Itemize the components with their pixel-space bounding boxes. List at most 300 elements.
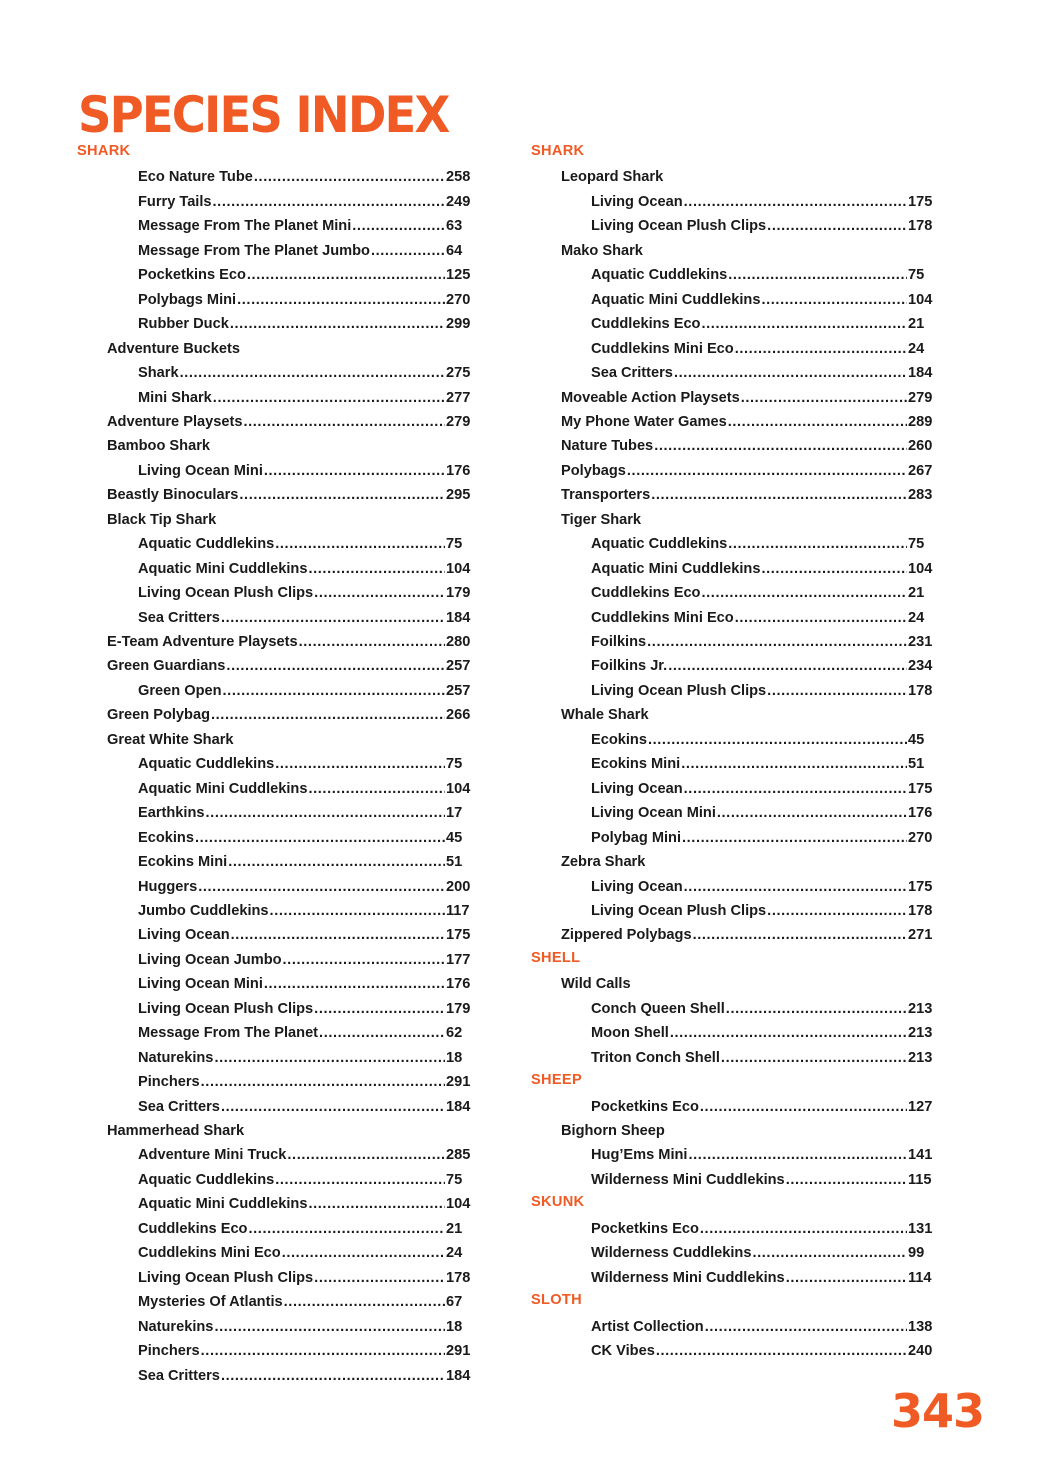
index-entry bbox=[138, 1074, 472, 1098]
index-entry bbox=[591, 561, 936, 585]
entry-page-number: 175 bbox=[446, 927, 471, 944]
dot-leader bbox=[700, 1099, 907, 1115]
dot-leader bbox=[221, 610, 445, 626]
entry-label: Zebra Shark bbox=[561, 854, 646, 871]
index-entry bbox=[107, 634, 472, 658]
entry-label: CK Vibes bbox=[591, 1343, 655, 1360]
dot-leader bbox=[214, 1319, 445, 1335]
dot-leader bbox=[248, 1221, 445, 1237]
entry-label: Triton Conch Shell bbox=[591, 1049, 720, 1066]
entry-page-number: 175 bbox=[908, 193, 933, 210]
dot-leader bbox=[693, 927, 907, 943]
entry-label: Aquatic Cuddlekins bbox=[591, 267, 728, 284]
entry-label: Living Ocean Plush Clips bbox=[591, 902, 767, 919]
entry-page-number: 75 bbox=[446, 1171, 463, 1188]
entry-label: Bighorn Sheep bbox=[561, 1123, 665, 1139]
entry-label: Furry Tails bbox=[138, 193, 212, 210]
entry-page-number: 178 bbox=[908, 218, 933, 235]
dot-leader bbox=[264, 976, 445, 992]
index-entry bbox=[591, 1050, 936, 1074]
index-entry bbox=[591, 341, 936, 365]
entry-page-number: 184 bbox=[446, 1098, 471, 1115]
entry-page-number: 213 bbox=[908, 1049, 933, 1066]
dot-leader bbox=[211, 707, 445, 723]
dot-leader bbox=[688, 1147, 907, 1163]
index-entry bbox=[561, 438, 936, 462]
index-entry bbox=[591, 536, 936, 560]
index-entry bbox=[591, 732, 936, 756]
dot-leader bbox=[223, 683, 445, 699]
dot-leader bbox=[221, 1368, 445, 1384]
category-heading: SKUNK bbox=[531, 1194, 585, 1211]
entry-page-number: 51 bbox=[908, 756, 925, 773]
entry-label: Living Ocean Plush Clips bbox=[138, 585, 314, 602]
entry-page-number: 75 bbox=[908, 267, 925, 284]
dot-leader bbox=[651, 487, 907, 503]
index-entry bbox=[138, 854, 472, 878]
dot-leader bbox=[254, 169, 445, 185]
entry-label: Pocketkins Eco bbox=[591, 1220, 699, 1237]
entry-page-number: 289 bbox=[908, 413, 933, 430]
index-entry bbox=[138, 1147, 472, 1171]
dot-leader bbox=[752, 1245, 907, 1261]
entry-label: Living Ocean bbox=[591, 878, 683, 895]
entry-page-number: 75 bbox=[908, 536, 925, 553]
entry-label: Message From The Planet bbox=[138, 1025, 319, 1042]
entry-page-number: 21 bbox=[446, 1220, 463, 1237]
index-entry bbox=[561, 243, 936, 267]
entry-label: Sea Critters bbox=[138, 1098, 220, 1115]
index-entry bbox=[561, 487, 936, 511]
entry-page-number: 280 bbox=[446, 634, 471, 650]
index-entry bbox=[591, 1025, 936, 1049]
dot-leader bbox=[647, 634, 907, 650]
dot-leader bbox=[735, 610, 907, 626]
dot-leader bbox=[726, 1001, 907, 1017]
entry-label: Living Ocean bbox=[591, 193, 683, 210]
index-entry bbox=[591, 683, 936, 707]
index-entry bbox=[138, 879, 472, 903]
entry-label: Mini Shark bbox=[138, 389, 212, 406]
entry-page-number: 176 bbox=[446, 976, 471, 993]
dot-leader bbox=[201, 1343, 445, 1359]
index-entry bbox=[138, 903, 472, 927]
entry-page-number: 75 bbox=[446, 536, 463, 553]
entry-label: Rubber Duck bbox=[138, 316, 229, 333]
dot-leader bbox=[264, 463, 445, 479]
dot-leader bbox=[275, 536, 445, 552]
index-entry bbox=[107, 707, 472, 731]
entry-label: Adventure Buckets bbox=[107, 340, 241, 357]
index-entry bbox=[138, 1025, 472, 1049]
dot-leader bbox=[319, 1025, 445, 1041]
entry-label: Living Ocean Plush Clips bbox=[138, 1269, 314, 1286]
dot-leader bbox=[231, 927, 445, 943]
dot-leader bbox=[243, 414, 445, 430]
entry-label: Foilkins Jr. bbox=[591, 658, 668, 675]
index-entry bbox=[138, 683, 472, 707]
entry-label: Aquatic Mini Cuddlekins bbox=[138, 560, 308, 577]
dot-leader bbox=[648, 732, 907, 748]
entry-page-number: 277 bbox=[446, 389, 471, 406]
dot-leader bbox=[287, 1147, 445, 1163]
entry-page-number: 295 bbox=[446, 487, 471, 504]
dot-leader bbox=[308, 1196, 445, 1212]
index-entry bbox=[138, 756, 472, 780]
entry-page-number: 213 bbox=[908, 1000, 933, 1017]
entry-label: Sea Critters bbox=[138, 1367, 220, 1384]
dot-leader bbox=[275, 1172, 445, 1188]
index-entry bbox=[138, 1196, 472, 1220]
entry-page-number: 141 bbox=[908, 1147, 933, 1164]
index-entry bbox=[591, 634, 936, 658]
index-entry bbox=[591, 805, 936, 829]
entry-label: Aquatic Cuddlekins bbox=[591, 536, 728, 553]
entry-label: Aquatic Cuddlekins bbox=[138, 1171, 275, 1188]
dot-leader bbox=[213, 194, 445, 210]
entry-label: Moon Shell bbox=[591, 1025, 669, 1042]
index-entry bbox=[591, 1001, 936, 1025]
dot-leader bbox=[761, 292, 907, 308]
entry-page-number: 67 bbox=[446, 1294, 463, 1311]
entry-label: Polybags Mini bbox=[138, 291, 237, 308]
entry-label: Aquatic Cuddlekins bbox=[138, 536, 275, 553]
dot-leader bbox=[681, 756, 907, 772]
entry-label: E-Team Adventure Playsets bbox=[107, 634, 298, 650]
index-entry bbox=[591, 292, 936, 316]
entry-page-number: 258 bbox=[446, 169, 471, 186]
entry-label: Living Ocean bbox=[591, 780, 683, 797]
entry-page-number: 18 bbox=[446, 1318, 463, 1335]
entry-label: Aquatic Mini Cuddlekins bbox=[138, 1196, 308, 1213]
dot-leader bbox=[308, 561, 445, 577]
entry-label: Wilderness Mini Cuddlekins bbox=[591, 1269, 785, 1286]
entry-label: Transporters bbox=[561, 487, 651, 504]
entry-label: Living Ocean Mini bbox=[138, 462, 263, 479]
index-entry bbox=[138, 1221, 472, 1245]
entry-page-number: 179 bbox=[446, 1000, 471, 1017]
entry-label: Wilderness Cuddlekins bbox=[591, 1245, 752, 1262]
dot-leader bbox=[230, 316, 445, 332]
index-entry bbox=[138, 390, 472, 414]
index-entry bbox=[138, 927, 472, 951]
entry-page-number: 178 bbox=[908, 682, 933, 699]
index-entry bbox=[107, 341, 472, 365]
dot-leader bbox=[237, 292, 445, 308]
dot-leader bbox=[371, 243, 445, 259]
index-entry bbox=[138, 1368, 472, 1392]
entry-page-number: 176 bbox=[446, 462, 471, 479]
index-entry bbox=[138, 1001, 472, 1025]
dot-leader bbox=[682, 830, 907, 846]
entry-page-number: 117 bbox=[446, 902, 470, 919]
category-heading: SLOTH bbox=[531, 1292, 582, 1309]
index-entry bbox=[138, 1319, 472, 1343]
entry-label: Polybag Mini bbox=[591, 829, 681, 846]
entry-label: Naturekins bbox=[138, 1318, 214, 1335]
entry-label: Ecokins bbox=[591, 731, 647, 748]
entry-label: Conch Queen Shell bbox=[591, 1000, 725, 1017]
index-entry bbox=[138, 169, 472, 193]
index-entry bbox=[591, 1172, 936, 1196]
page-title: SPECIES INDEX bbox=[78, 85, 449, 144]
entry-page-number: 131 bbox=[908, 1220, 933, 1237]
category-heading: SHELL bbox=[531, 949, 581, 966]
index-entry bbox=[591, 1221, 936, 1245]
index-entry bbox=[591, 316, 936, 340]
dot-leader bbox=[270, 903, 445, 919]
index-entry bbox=[591, 610, 936, 634]
entry-label: Ecokins Mini bbox=[591, 756, 681, 773]
dot-leader bbox=[314, 1270, 445, 1286]
dot-leader bbox=[206, 805, 445, 821]
dot-leader bbox=[226, 658, 445, 674]
entry-page-number: 104 bbox=[446, 780, 471, 797]
entry-label: Pocketkins Eco bbox=[591, 1098, 699, 1115]
entry-label: Hammerhead Shark bbox=[107, 1123, 245, 1139]
entry-page-number: 213 bbox=[908, 1025, 933, 1042]
index-entry bbox=[138, 830, 472, 854]
dot-leader bbox=[767, 218, 907, 234]
entry-label: Earthkins bbox=[138, 805, 205, 822]
dot-leader bbox=[674, 365, 907, 381]
entry-page-number: 291 bbox=[446, 1074, 471, 1091]
entry-label: My Phone Water Games bbox=[561, 413, 727, 430]
dot-leader bbox=[670, 1025, 907, 1041]
dot-leader bbox=[228, 854, 445, 870]
index-entry bbox=[138, 585, 472, 609]
entry-page-number: 104 bbox=[908, 291, 933, 308]
entry-page-number: 270 bbox=[446, 291, 471, 308]
entry-label: Living Ocean bbox=[138, 927, 230, 944]
entry-page-number: 63 bbox=[446, 218, 463, 235]
index-entry bbox=[561, 1123, 936, 1147]
entry-label: Aquatic Mini Cuddlekins bbox=[138, 780, 308, 797]
index-entry bbox=[591, 1099, 936, 1123]
dot-leader bbox=[668, 658, 907, 674]
entry-page-number: 279 bbox=[446, 413, 471, 430]
entry-page-number: 184 bbox=[908, 365, 933, 382]
index-entry bbox=[107, 658, 472, 682]
entry-label: Sea Critters bbox=[138, 609, 220, 626]
page-number: 343 bbox=[890, 1384, 984, 1438]
entry-label: Aquatic Mini Cuddlekins bbox=[591, 291, 761, 308]
entry-page-number: 114 bbox=[908, 1269, 932, 1286]
index-entry bbox=[591, 267, 936, 291]
entry-page-number: 234 bbox=[908, 658, 933, 675]
entry-label: Mysteries Of Atlantis bbox=[138, 1294, 283, 1311]
entry-label: Cuddlekins Eco bbox=[591, 585, 701, 602]
entry-page-number: 266 bbox=[446, 707, 471, 724]
index-entry bbox=[561, 390, 936, 414]
entry-label: Whale Shark bbox=[561, 707, 649, 724]
entry-label: Green Guardians bbox=[107, 658, 226, 675]
entry-page-number: 24 bbox=[908, 340, 925, 357]
dot-leader bbox=[684, 194, 907, 210]
entry-label: Wild Calls bbox=[561, 976, 631, 993]
entry-page-number: 75 bbox=[446, 756, 463, 773]
entry-page-number: 283 bbox=[908, 487, 933, 504]
dot-leader bbox=[728, 267, 907, 283]
dot-leader bbox=[180, 365, 445, 381]
index-entry bbox=[591, 365, 936, 389]
entry-page-number: 24 bbox=[446, 1245, 463, 1262]
category-heading: SHARK bbox=[531, 143, 585, 159]
dot-leader bbox=[728, 414, 907, 430]
index-entry bbox=[591, 830, 936, 854]
entry-label: Zippered Polybags bbox=[561, 927, 692, 944]
entry-page-number: 104 bbox=[908, 560, 933, 577]
dot-leader bbox=[684, 879, 907, 895]
index-entry bbox=[138, 561, 472, 585]
index-entry bbox=[138, 243, 472, 267]
entry-page-number: 21 bbox=[908, 316, 925, 333]
entry-page-number: 17 bbox=[446, 805, 463, 822]
dot-leader bbox=[684, 781, 907, 797]
entry-page-number: 249 bbox=[446, 193, 471, 210]
index-entry bbox=[561, 854, 936, 878]
entry-label: Hug’Ems Mini bbox=[591, 1147, 688, 1164]
index-entry bbox=[591, 756, 936, 780]
entry-label: Naturekins bbox=[138, 1049, 214, 1066]
dot-leader bbox=[283, 952, 445, 968]
index-entry bbox=[138, 1270, 472, 1294]
dot-leader bbox=[761, 561, 907, 577]
index-entry bbox=[561, 927, 936, 951]
index-entry bbox=[591, 585, 936, 609]
entry-label: Shark bbox=[138, 365, 179, 382]
entry-page-number: 127 bbox=[908, 1098, 933, 1115]
entry-page-number: 177 bbox=[446, 951, 471, 968]
entry-label: Huggers bbox=[138, 878, 198, 895]
dot-leader bbox=[700, 1221, 907, 1237]
entry-page-number: 175 bbox=[908, 780, 933, 797]
index-entry bbox=[138, 805, 472, 829]
entry-label: Ecokins Mini bbox=[138, 854, 228, 871]
index-entry bbox=[138, 1050, 472, 1074]
index-entry bbox=[138, 1294, 472, 1318]
index-entry bbox=[138, 1343, 472, 1367]
entry-page-number: 275 bbox=[446, 365, 471, 382]
index-entry bbox=[591, 194, 936, 218]
entry-label: Nature Tubes bbox=[561, 438, 654, 455]
dot-leader bbox=[275, 756, 445, 772]
dot-leader bbox=[352, 218, 445, 234]
entry-page-number: 271 bbox=[908, 927, 933, 944]
entry-page-number: 99 bbox=[908, 1245, 925, 1262]
index-entry bbox=[138, 1172, 472, 1196]
entry-label: Eco Nature Tube bbox=[138, 169, 253, 186]
dot-leader bbox=[308, 781, 445, 797]
entry-label: Cuddlekins Eco bbox=[591, 316, 701, 333]
entry-page-number: 260 bbox=[908, 438, 933, 455]
entry-page-number: 18 bbox=[446, 1049, 463, 1066]
index-entry bbox=[107, 732, 472, 756]
entry-page-number: 51 bbox=[446, 854, 463, 871]
entry-label: Polybags bbox=[561, 462, 626, 479]
entry-label: Green Open bbox=[138, 682, 222, 699]
index-entry bbox=[138, 1099, 472, 1123]
index-entry bbox=[138, 365, 472, 389]
entry-page-number: 200 bbox=[446, 878, 471, 895]
entry-page-number: 231 bbox=[908, 634, 933, 650]
entry-label: Tiger Shark bbox=[561, 511, 642, 528]
entry-page-number: 257 bbox=[446, 682, 471, 699]
index-entry bbox=[107, 1123, 472, 1147]
entry-page-number: 138 bbox=[908, 1318, 933, 1335]
entry-page-number: 184 bbox=[446, 1367, 471, 1384]
index-entry bbox=[138, 267, 472, 291]
entry-label: Pocketkins Eco bbox=[138, 267, 246, 284]
entry-page-number: 104 bbox=[446, 1196, 471, 1213]
entry-page-number: 267 bbox=[908, 462, 933, 479]
index-entry bbox=[591, 1343, 936, 1367]
entry-page-number: 285 bbox=[446, 1147, 471, 1164]
index-entry bbox=[138, 292, 472, 316]
category-heading: SHEEP bbox=[531, 1072, 582, 1089]
index-entry bbox=[138, 218, 472, 242]
dot-leader bbox=[198, 879, 445, 895]
entry-label: Mako Shark bbox=[561, 242, 643, 259]
index-entry bbox=[138, 536, 472, 560]
entry-page-number: 21 bbox=[908, 585, 925, 602]
dot-leader bbox=[239, 487, 445, 503]
entry-page-number: 240 bbox=[908, 1343, 933, 1360]
dot-leader bbox=[767, 903, 907, 919]
entry-label: Foilkins bbox=[591, 634, 647, 650]
index-entry bbox=[561, 414, 936, 438]
dot-leader bbox=[717, 805, 907, 821]
index-entry bbox=[591, 658, 936, 682]
entry-page-number: 24 bbox=[908, 609, 925, 626]
entry-page-number: 184 bbox=[446, 609, 471, 626]
entry-label: Moveable Action Playsets bbox=[561, 389, 740, 406]
entry-page-number: 279 bbox=[908, 389, 933, 406]
category-heading: SHARK bbox=[77, 143, 131, 159]
index-entry bbox=[138, 976, 472, 1000]
dot-leader bbox=[728, 536, 907, 552]
entry-label: Living Ocean Plush Clips bbox=[591, 218, 767, 235]
index-entry bbox=[561, 707, 936, 731]
entry-page-number: 179 bbox=[446, 585, 471, 602]
dot-leader bbox=[314, 585, 445, 601]
index-entry bbox=[591, 903, 936, 927]
index-entry bbox=[138, 194, 472, 218]
index-entry bbox=[591, 781, 936, 805]
dot-leader bbox=[656, 1343, 907, 1359]
index-entry bbox=[107, 414, 472, 438]
entry-label: Artist Collection bbox=[591, 1318, 704, 1335]
dot-leader bbox=[195, 830, 445, 846]
index-entry bbox=[107, 512, 472, 536]
index-entry bbox=[138, 610, 472, 634]
index-entry bbox=[591, 879, 936, 903]
entry-label: Pinchers bbox=[138, 1074, 200, 1091]
dot-leader bbox=[786, 1270, 907, 1286]
dot-leader bbox=[247, 267, 445, 283]
index-entry bbox=[591, 218, 936, 242]
index-entry bbox=[107, 438, 472, 462]
entry-label: Sea Critters bbox=[591, 365, 673, 382]
entry-label: Cuddlekins Mini Eco bbox=[138, 1245, 281, 1262]
dot-leader bbox=[284, 1294, 445, 1310]
entry-page-number: 178 bbox=[446, 1269, 471, 1286]
index-entry bbox=[107, 487, 472, 511]
entry-label: Wilderness Mini Cuddlekins bbox=[591, 1171, 785, 1188]
dot-leader bbox=[299, 634, 445, 650]
entry-label: Leopard Shark bbox=[561, 169, 664, 186]
entry-label: Message From The Planet Mini bbox=[138, 218, 352, 235]
